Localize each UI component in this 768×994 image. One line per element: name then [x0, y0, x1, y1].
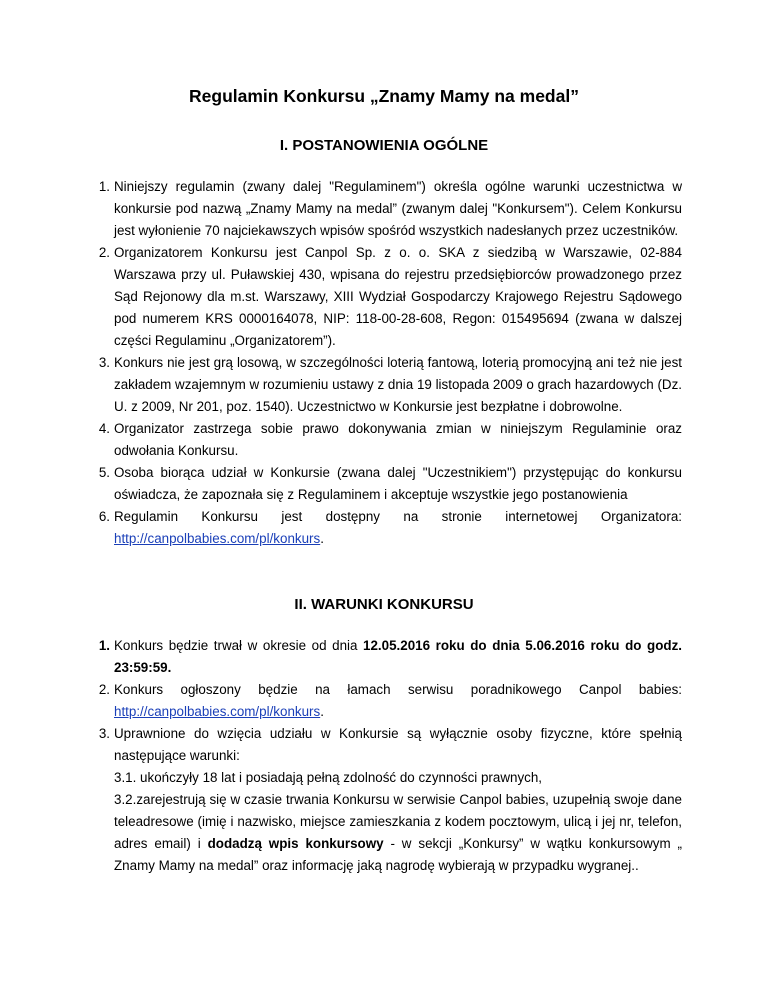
list-item — [98, 176, 682, 242]
list-item — [98, 462, 682, 506]
item-text: Organizator zastrzega sobie prawo dokonywania zmian w niniejszym Regulaminie oraz odwołania Konkursu. — [114, 421, 682, 458]
item-text: Uprawnione do wzięcia udziału w Konkursie są wyłącznie osoby fizyczne, które spełnią następujące warunki: — [114, 726, 682, 763]
item-text-end: . — [320, 704, 324, 719]
sub-item-bold: dodadzą wpis konkursowy — [207, 836, 384, 851]
regulations-link[interactable]: http://canpolbabies.com/pl/konkurs — [114, 531, 321, 546]
list-item — [98, 635, 682, 679]
item-text: Konkurs nie jest grą losową, w szczególności loterią fantową, loterią promocyjną ani też nie jest zakładem wzajemnym w rozumieniu ustawy z dnia 19 listopada 2009 o grach hazardowych (Dz. U. z 2009, Nr 201, poz. 1540). Uczestnictwo w Konkursie jest bezpłatne i dobrowolne. — [114, 355, 682, 414]
list-item — [98, 723, 682, 877]
item-text: Konkurs będzie trwał w okresie od dnia — [114, 638, 364, 653]
item-text: Organizatorem Konkursu jest Canpol Sp. z o. o. SKA z siedzibą w Warszawie, 02-884 Warszawa przy ul. Puławskiej 430, wpisana do rejestru przedsiębiorców prowadzonego przez Sąd Rejonowy dla m.st. Warszawy, XIII Wydział Gospodarczy Krajowego Rejestru Sądowego pod numerem KRS 0000164078, NIP: 118-00-28-608, Regon: 015495694 (zwana w dalszej części Regulaminu „Organizatorem”). — [114, 245, 682, 348]
list-item — [98, 418, 682, 462]
sub-item-3-1: 3.1. ukończyły 18 lat i posiadają pełną zdolność do czynności prawnych, — [114, 770, 543, 785]
contest-dates: 12.05.2016 roku do dnia 5.06.2016 roku do godz. 23:59:59. — [114, 638, 682, 675]
section-heading-contest-conditions: II. WARUNKI KONKURSU — [294, 596, 474, 613]
item-number: 4. — [98, 421, 110, 436]
list-item — [98, 242, 682, 352]
list-item — [98, 352, 682, 418]
item-number: 5. — [98, 465, 110, 480]
item-number: 3. — [98, 726, 110, 741]
item-text: Niniejszy regulamin (zwany dalej "Regulaminem") określa ogólne warunki uczestnictwa w konkursie pod nazwą „Znamy Mamy na medal” (zwanym dalej "Konkursem"). Celem Konkursu jest wyłonienie 70 najciekawszych wpisów spośród wszystkich nadesłanych przez uczestników. — [114, 179, 682, 238]
sub-item-3-2 — [114, 789, 682, 877]
section-heading-general-provisions: I. POSTANOWIENIA OGÓLNE — [279, 137, 489, 154]
item-number: 2. — [98, 682, 110, 697]
item-number: 2. — [98, 245, 110, 260]
item-text-end: . — [320, 531, 324, 546]
item-number: 1. — [98, 179, 110, 194]
item-number: 1. — [98, 638, 110, 653]
contest-conditions-list — [98, 635, 682, 877]
document-title: Regulamin Konkursu „Znamy Mamy na medal” — [189, 86, 579, 106]
item-number: 3. — [98, 355, 110, 370]
contest-link[interactable]: http://canpolbabies.com/pl/konkurs — [114, 704, 321, 719]
general-provisions-list — [98, 176, 682, 550]
item-text: Konkurs ogłoszony będzie na łamach serwisu poradnikowego Canpol babies: — [114, 682, 682, 697]
item-text: Osoba biorąca udział w Konkursie (zwana dalej "Uczestnikiem") przystępując do konkursu oświadcza, że zapoznała się z Regulaminem i akceptuje wszystkie jego postanowienia — [114, 465, 682, 502]
item-text: Regulamin Konkursu jest dostępny na stronie internetowej Organizatora: — [114, 509, 682, 524]
list-item — [98, 506, 682, 550]
sub-item-text-end: - w sekcji „Konkursy” w wątku konkursowym „ Znamy Mamy na medal” oraz informację jaką nagrodę wybierają w przypadku wygranej.. — [114, 836, 682, 873]
sub-item-text: 3.2.zarejestrują się w czasie trwania Konkursu w serwisie Canpol babies, uzupełnią swoje dane teleadresowe (imię i nazwisko, miejsce zamieszkania z kodem pocztowym, ulicą i jej nr, telefon, adres email) i — [114, 792, 682, 851]
item-number: 6. — [98, 509, 110, 524]
list-item — [98, 679, 682, 723]
